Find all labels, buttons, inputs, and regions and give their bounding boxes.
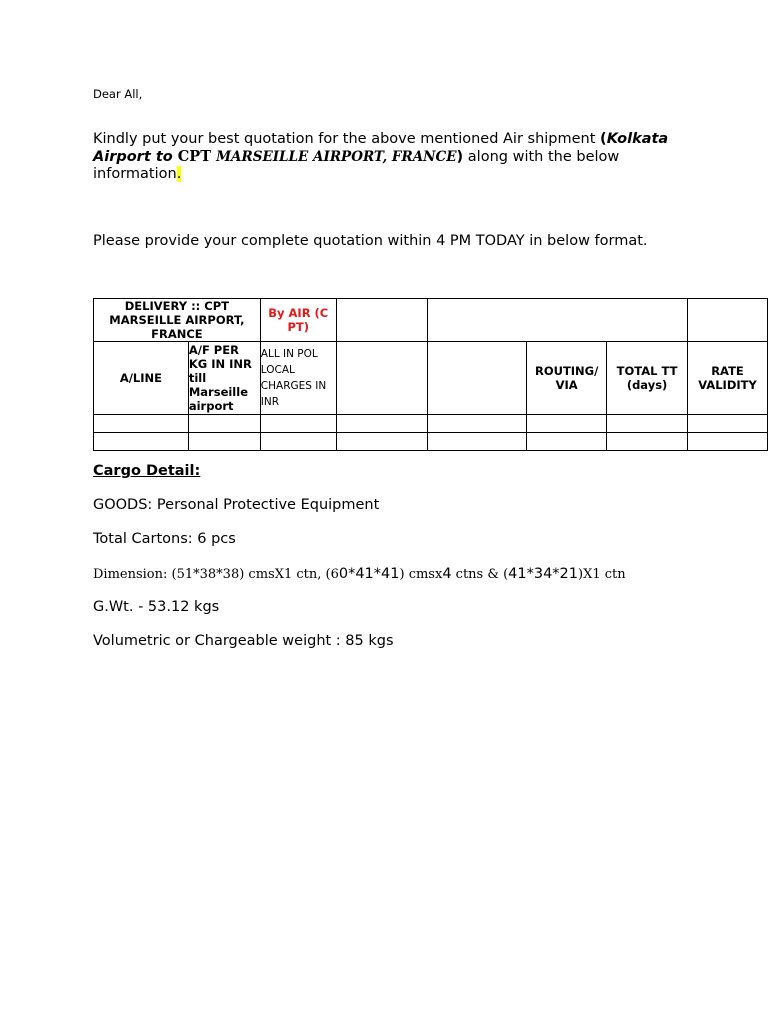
empty-cell[interactable] [527,415,607,433]
greeting: Dear All, [93,87,143,101]
dimension-line [93,566,626,582]
col-airline: A/LINE [94,342,189,415]
empty-cell[interactable] [336,415,428,433]
empty-cell[interactable] [688,433,768,451]
empty-cell[interactable] [428,299,688,342]
col-local-charges: ALL IN POL LOCAL CHARGES IN INR [260,342,336,415]
dim-part: 4 [442,566,452,582]
dim-part: 41*34*21 [508,566,578,582]
chargeable-weight-line: Volumetric or Chargeable weight : 85 kgs [93,633,394,649]
table-row [94,433,768,451]
deadline-paragraph: Please provide your complete quotation within 4 PM TODAY in below format. [93,233,648,249]
dim-part: ) cmsx [399,567,443,582]
empty-cell[interactable] [428,342,527,415]
empty-cell[interactable] [260,433,336,451]
goods-line: GOODS: Personal Protective Equipment [93,497,380,513]
col-routing: ROUTING/ VIA [527,342,607,415]
destination: MARSEILLE AIRPORT, FRANCE [216,149,457,165]
highlight-dot: . [176,166,182,182]
empty-cell[interactable] [260,415,336,433]
dim-part: ctns & ( [451,567,509,582]
col-total-tt: TOTAL TT (days) [607,342,688,415]
intro-text: Kindly put your best quotation for the above mentioned Air shipment [93,131,601,147]
empty-cell[interactable] [527,433,607,451]
empty-cell[interactable] [607,415,688,433]
paren-close: ) [456,149,464,165]
empty-cell[interactable] [336,433,428,451]
empty-cell[interactable] [94,415,189,433]
dim-part: )X1 ctn [578,567,626,582]
quotation-table [93,298,768,451]
delivery-header: DELIVERY :: CPT MARSEILLE AIRPORT, FRANCE [94,299,261,342]
empty-cell[interactable] [688,299,768,342]
empty-cell[interactable] [94,433,189,451]
incoterm: CPT [177,148,217,165]
table-row [94,415,768,433]
dim-part: Dimension: (51*38*38) cmsX1 ctn, (6 [93,567,339,582]
mode-header: By AIR (C PT) [260,299,336,342]
empty-cell[interactable] [336,299,428,342]
col-af-per-kg: A/F PER KG IN INR till Marseille airport [188,342,260,415]
empty-cell[interactable] [428,433,527,451]
gross-weight-line: G.Wt. - 53.12 kgs [93,599,220,615]
empty-cell[interactable] [188,433,260,451]
cartons-line: Total Cartons: 6 pcs [93,531,236,547]
intro-text-end: along with the below information [93,149,620,182]
empty-cell[interactable] [688,415,768,433]
empty-cell[interactable] [188,415,260,433]
dim-part: 0*41*41 [338,566,400,582]
empty-cell[interactable] [428,415,527,433]
col-rate-validity: RATE VALIDITY [688,342,768,415]
cargo-title: Cargo Detail: [93,463,201,479]
empty-cell[interactable] [607,433,688,451]
intro-paragraph [93,131,693,183]
empty-cell[interactable] [336,342,428,415]
paren-open: ( [600,131,607,147]
origin: Kolkata Airport to [93,131,669,165]
